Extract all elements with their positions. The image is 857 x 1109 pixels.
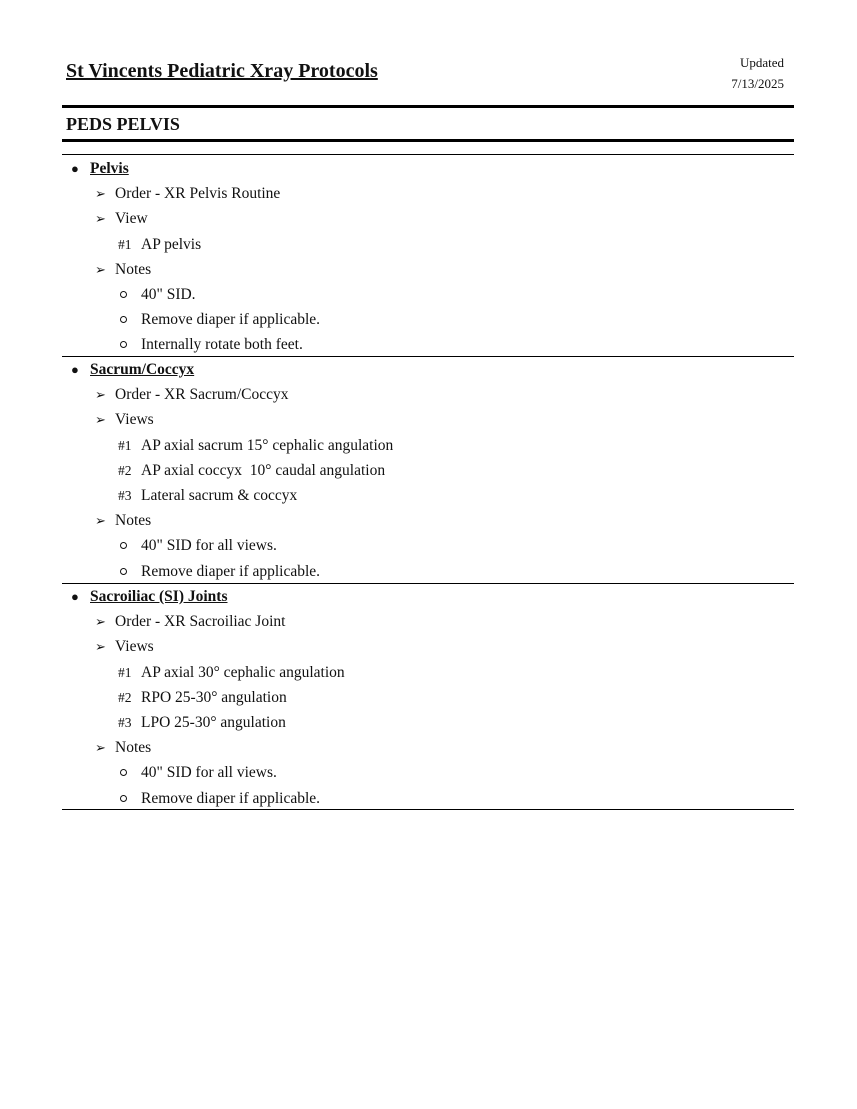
circle-bullet-icon	[120, 795, 127, 802]
views-label: View	[115, 210, 148, 228]
note-text: 40" SID.	[141, 285, 196, 303]
protocol-group-sacrum-coccyx	[62, 357, 794, 584]
note-item	[62, 307, 794, 332]
circle-bullet-icon	[120, 316, 127, 323]
note-item	[62, 760, 794, 785]
notes-label-row	[62, 508, 794, 533]
bullet-icon: ●	[71, 362, 79, 377]
circle-bullet-icon	[120, 769, 127, 776]
updated-stamp	[664, 52, 784, 94]
order-row	[62, 609, 794, 634]
view-text: Lateral sacrum & coccyx	[141, 486, 298, 504]
note-text: Remove diaper if applicable.	[141, 789, 321, 807]
view-text: LPO 25-30° angulation	[141, 713, 286, 731]
notes-label-row	[62, 735, 794, 760]
circle-bullet-icon	[120, 291, 127, 298]
view-text: AP axial 30° cephalic angulation	[141, 663, 345, 681]
document-title: St Vincents Pediatric Xray Protocols	[66, 60, 378, 82]
group-heading: Sacrum/Coccyx	[90, 361, 195, 378]
circle-bullet-icon	[120, 568, 127, 575]
circle-bullet-icon	[120, 542, 127, 549]
arrow-bullet-icon: ➢	[95, 211, 106, 227]
view-item	[62, 710, 794, 735]
notes-label-row	[62, 257, 794, 282]
group-divider	[62, 809, 794, 810]
view-text: AP pelvis	[141, 235, 202, 253]
section-rule	[62, 139, 794, 142]
order-row	[62, 382, 794, 407]
view-number: #1	[118, 664, 132, 680]
note-text: 40" SID for all views.	[141, 764, 277, 782]
bullet-icon: ●	[71, 589, 79, 604]
note-text: 40" SID for all views.	[141, 537, 277, 555]
view-number: #3	[118, 487, 132, 503]
views-label-row	[62, 206, 794, 231]
note-item	[62, 533, 794, 558]
views-label: Views	[115, 411, 154, 429]
protocol-group-pelvis	[62, 156, 794, 358]
protocol-group-si-joints	[62, 584, 794, 811]
section-title: PEDS PELVIS	[66, 114, 180, 134]
order-text: Order - XR Pelvis Routine	[115, 185, 281, 203]
arrow-bullet-icon: ➢	[95, 614, 106, 630]
view-number: #2	[118, 462, 132, 478]
arrow-bullet-icon: ➢	[95, 740, 106, 756]
note-text: Remove diaper if applicable.	[141, 562, 321, 580]
view-item	[62, 458, 794, 483]
order-row	[62, 181, 794, 206]
order-text: Order - XR Sacroiliac Joint	[115, 613, 286, 631]
notes-label: Notes	[115, 739, 152, 757]
arrow-bullet-icon: ➢	[95, 412, 106, 428]
view-item	[62, 660, 794, 685]
group-heading-row	[62, 156, 794, 181]
view-item	[62, 433, 794, 458]
title-rule	[62, 105, 794, 108]
note-item	[62, 559, 794, 584]
view-number: #1	[118, 236, 132, 252]
arrow-bullet-icon: ➢	[95, 513, 106, 529]
note-text: Remove diaper if applicable.	[141, 311, 321, 329]
notes-label: Notes	[115, 512, 152, 530]
group-heading: Sacroiliac (SI) Joints	[90, 588, 228, 605]
group-divider	[62, 154, 794, 155]
view-text: RPO 25-30° angulation	[141, 688, 287, 706]
view-item	[62, 483, 794, 508]
view-text: AP axial sacrum 15° cephalic angulation	[141, 436, 394, 454]
note-text: Internally rotate both feet.	[141, 336, 303, 354]
circle-bullet-icon	[120, 341, 127, 348]
view-number: #3	[118, 714, 132, 730]
note-item	[62, 332, 794, 357]
views-label: Views	[115, 638, 154, 656]
views-label-row	[62, 407, 794, 432]
view-number: #1	[118, 437, 132, 453]
group-heading-row	[62, 584, 794, 609]
group-heading-row	[62, 357, 794, 382]
view-item	[62, 232, 794, 257]
updated-label: Updated	[739, 55, 784, 70]
updated-date: 7/13/2025	[731, 76, 784, 91]
arrow-bullet-icon: ➢	[95, 639, 106, 655]
view-item	[62, 685, 794, 710]
view-number: #2	[118, 689, 132, 705]
view-text: AP axial coccyx 10° caudal angulation	[141, 461, 386, 479]
views-label-row	[62, 634, 794, 659]
arrow-bullet-icon: ➢	[95, 261, 106, 277]
group-heading: Pelvis	[90, 160, 129, 177]
note-item	[62, 786, 794, 811]
notes-label: Notes	[115, 260, 152, 278]
note-item	[62, 282, 794, 307]
arrow-bullet-icon: ➢	[95, 387, 106, 403]
arrow-bullet-icon: ➢	[95, 186, 106, 202]
bullet-icon: ●	[71, 161, 79, 176]
order-text: Order - XR Sacrum/Coccyx	[115, 386, 289, 404]
